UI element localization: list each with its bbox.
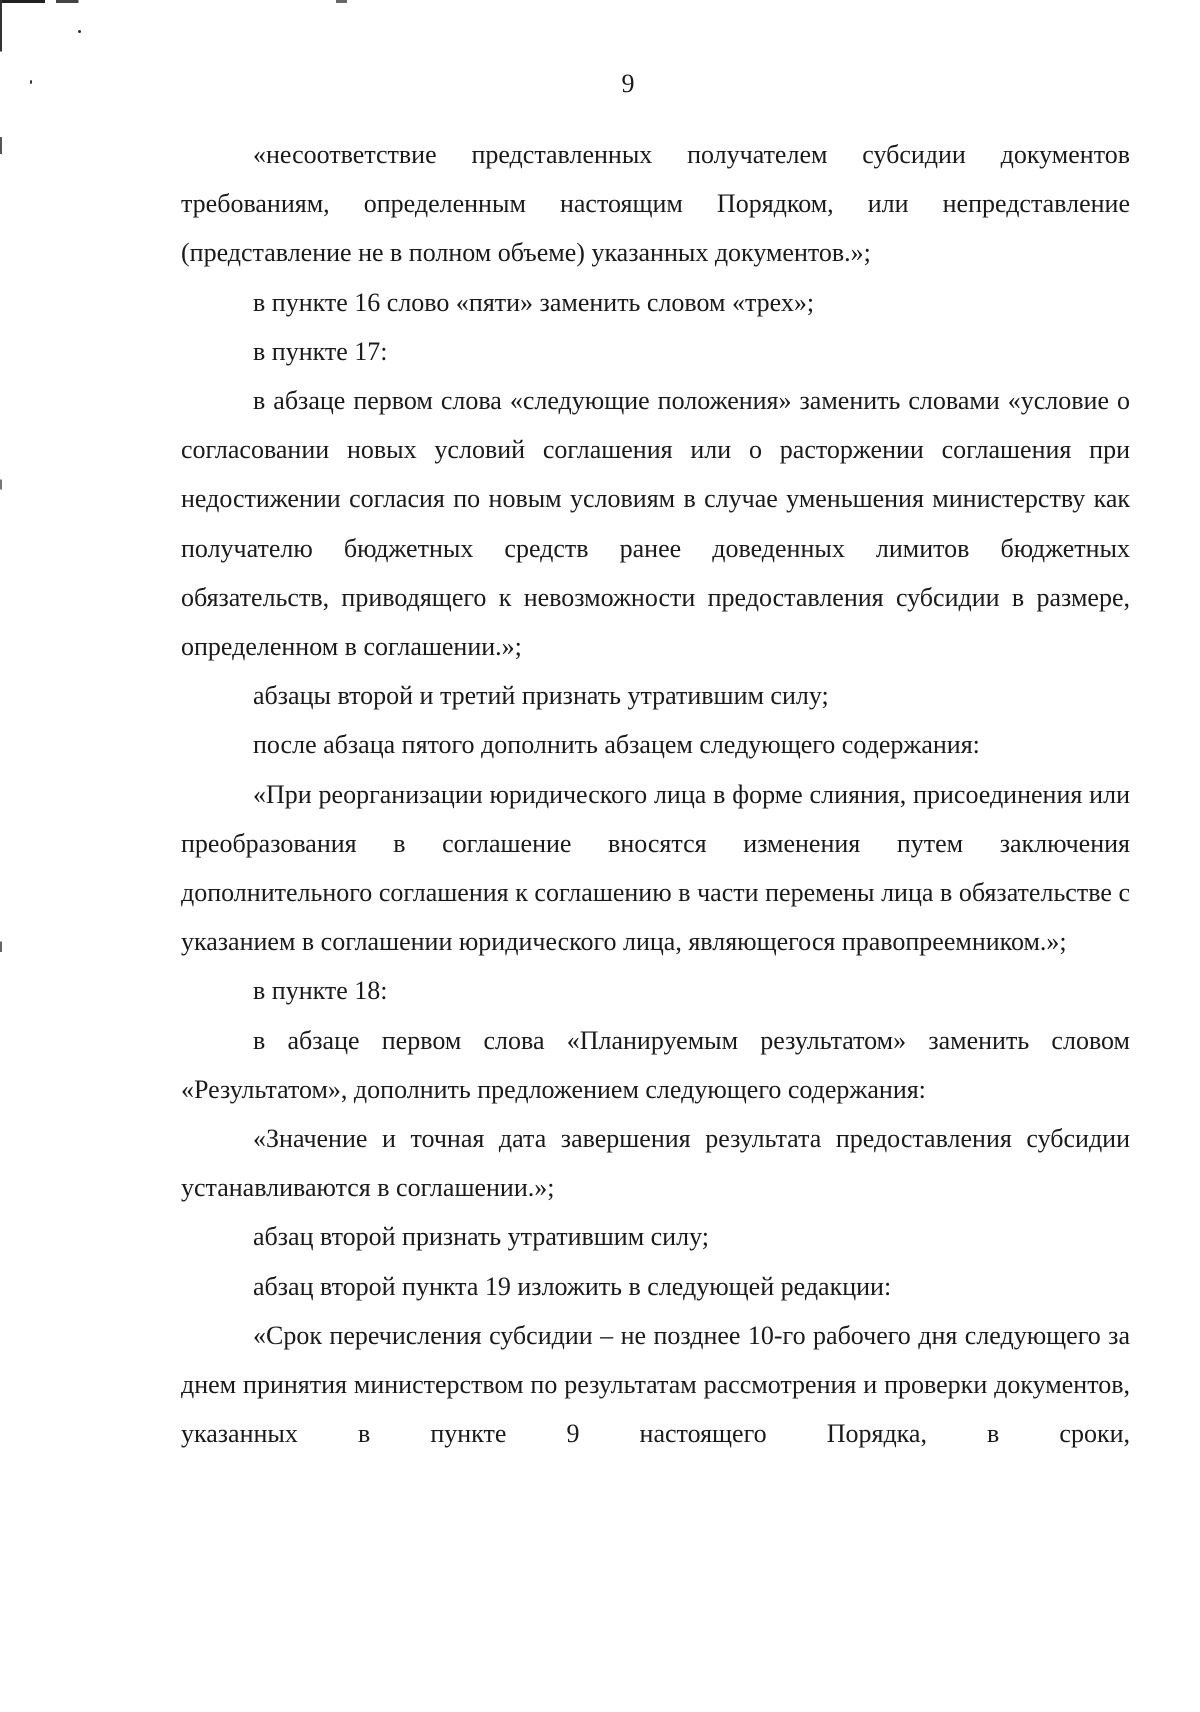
- scan-top-edge-artifact: [0, 0, 560, 3]
- paragraph: в пункте 17:: [253, 336, 388, 366]
- paragraph: абзац второй пункта 19 изложить в следующей редакции:: [253, 1271, 892, 1301]
- paragraph: «Значение и точная дата завершения результата предоставления субсидии устанавливаются в соглашении.»;: [181, 1124, 1130, 1203]
- paragraph: «несоответствие представленных получателем субсидии документов требованиям, определенным настоящим Порядком, или непредставление (представление не в полном объеме) указанных документов.»;: [181, 140, 1130, 268]
- scan-left-edge-artifact: [0, 0, 2, 1712]
- scan-speck: [78, 30, 81, 33]
- paragraph: «Срок перечисления субсидии – не позднее 10-го рабочего дня следующего за днем принятия министерством по результатам рассмотрения и проверки документов, указанных в пункте 9 настоящего Порядка, в сроки,: [181, 1320, 1130, 1449]
- paragraph: «При реорганизации юридического лица в форме слияния, присоединения или преобразования в соглашение вносятся изменения путем заключения дополнительного соглашения к соглашению в части перемены лица в обязательстве с указанием в соглашении юридического лица, являющегося правопреемником.»;: [181, 779, 1130, 957]
- paragraph: абзацы второй и третий признать утратившим силу;: [253, 681, 829, 711]
- paragraph: абзац второй признать утратившим силу;: [253, 1222, 709, 1252]
- paragraph: в абзаце первом слова «следующие положения» заменить словами «условие о согласовании новых условий соглашения или о расторжении соглашения при недостижении согласия по новым условиям в случае уменьшения министерству как получателю бюджетных средств ранее доведенных лимитов бюджетных обязательств, приводящего к невозможности предоставления субсидии в размере, определенном в соглашении.»;: [181, 386, 1130, 662]
- paragraph: в пункте 16 слово «пяти» заменить словом «трех»;: [253, 287, 815, 317]
- paragraph: в пункте 18:: [253, 976, 388, 1006]
- paragraph: после абзаца пятого дополнить абзацем следующего содержания:: [253, 730, 980, 760]
- document-body: [181, 130, 1130, 1458]
- paragraph: в абзаце первом слова «Планируемым результатом» заменить словом «Результатом», дополнить предложением следующего содержания:: [181, 1025, 1130, 1104]
- page-number: 9: [621, 69, 635, 98]
